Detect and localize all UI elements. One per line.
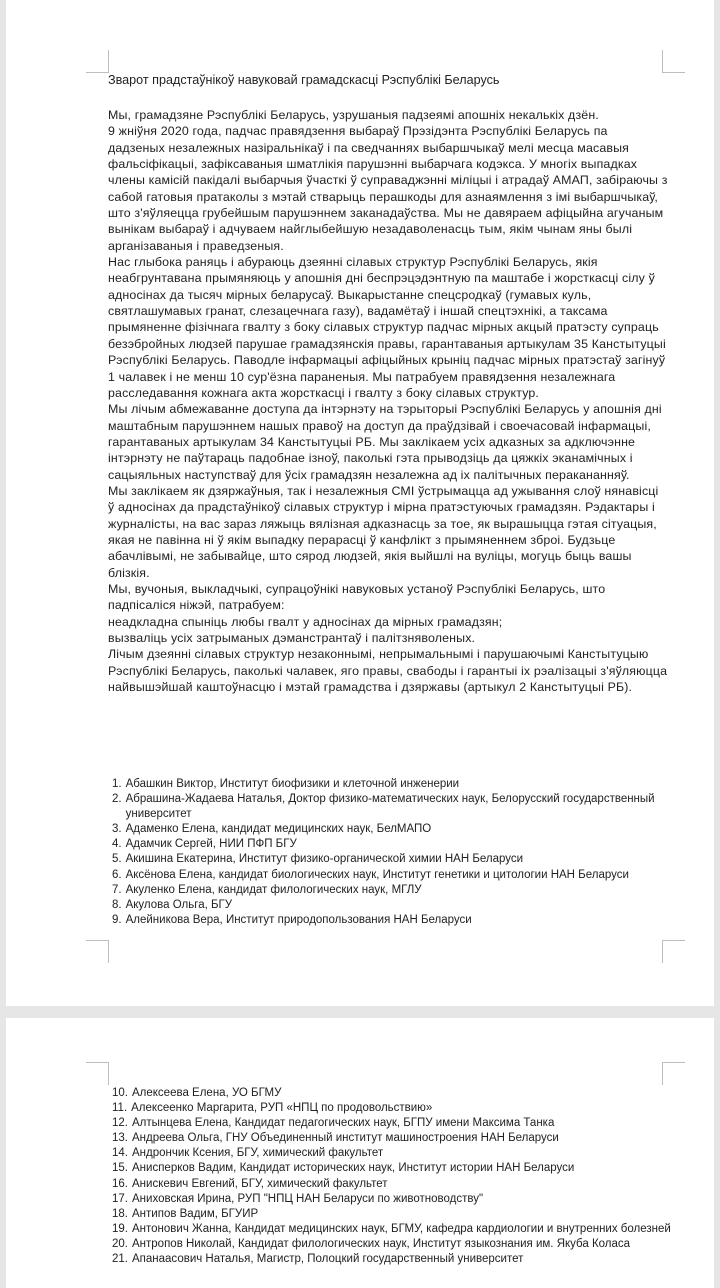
signatory-number: 19.	[112, 1222, 128, 1235]
document-page-2	[6, 1018, 714, 1288]
signatory-text: Абрашина-Жадаева Наталья, Доктор физико-математических наук, Белорусский государственный университет	[125, 793, 655, 821]
signatory-text: Анисперков Вадим, Кандидат исторических наук, Институт истории НАН Беларуси	[132, 1162, 575, 1175]
signatory-item	[112, 1086, 682, 1101]
signatory-item	[112, 1207, 682, 1222]
signatory-text: Алейникова Вера, Институт природопользования НАН Беларуси	[125, 913, 472, 926]
signatory-item	[112, 913, 682, 928]
signatory-text: Акуленко Елена, кандидат филологических наук, МГЛУ	[125, 883, 422, 896]
signatory-item	[112, 1177, 682, 1192]
signatory-text: Антонович Жанна, Кандидат медицинских наук, БГМУ, кафедра кардиологии и внутренних болезней	[132, 1222, 671, 1235]
signatory-number: 20.	[112, 1237, 128, 1250]
signatory-text: Алексеенко Маргарита, РУП «НПЦ по продовольствию»	[131, 1102, 433, 1115]
signatory-list	[112, 777, 682, 928]
margin-corner-top-left	[86, 50, 109, 73]
signatory-text: Антропов Николай, Кандидат филологических наук, Институт языкознания им. Якуба Коласа	[132, 1237, 631, 1250]
signatory-number: 11.	[112, 1102, 128, 1115]
signatory-number: 10.	[112, 1087, 128, 1099]
signatory-item	[112, 1116, 682, 1131]
signatory-item	[112, 822, 682, 837]
signatory-number: 7.	[112, 883, 122, 896]
signatory-text: Антипов Вадим, БГУИР	[132, 1207, 259, 1220]
signatory-text: Апанаасович Наталья, Магистр, Полоцкий государственный университет	[132, 1253, 524, 1266]
margin-corner-top-right	[662, 50, 685, 73]
signatory-text: Андрончик Ксения, БГУ, химический факультет	[132, 1147, 384, 1160]
signatory-item	[112, 898, 682, 913]
signatory-number: 21.	[112, 1253, 128, 1266]
margin-corner-bottom-right	[662, 1062, 685, 1085]
paragraph: Лічым дзеянні сілавых структур незаконнымі, непрымальнымі і парушаючымі Канстытуцыю Рэспублікі Беларусь, паколькі чалавек, яго правы, свабоды і гарантыі іх рэалізацыі з'яўляюцца найвышэйшай каштоўнасцю і мэтай грамадства і дзяржавы (артыкул 2 Канстытуцыі РБ).	[108, 647, 668, 695]
signatory-item	[112, 1252, 682, 1267]
paragraph: Мы, грамадзяне Рэспублікі Беларусь, узрушаныя падзеямі апошніх некалькіх дзён.	[108, 108, 599, 122]
document-title: Зварот прадстаўнікоў навуковай грамадскасці Рэспублікі Беларусь	[108, 73, 500, 87]
signatory-text: Адамчик Сергей, НИИ ПФП БГУ	[125, 838, 297, 851]
signatory-list	[112, 1086, 682, 1267]
signatory-text: Алексеева Елена, УО БГМУ	[132, 1087, 282, 1099]
demand-item: вызваліць усіх затрыманых дэманстрантаў і палітзняволеных.	[108, 631, 476, 645]
paragraph: Мы заклікаем як дзяржаўныя, так і незалежныя СМІ ўстрымацца ад ужывання слоў нянавісці ў адносінах да прадстаўнікоў сілавых структур і мірна пратэстуючых грамадзян. Рэдактары і журналісты, на вас зараз ляжыць вялізная адказнасць за тое, як вырашыцца гэтая сітуацыя, якая не павінна ні ў якім выпадку перарасці ў канфлікт з прымяненнем зброі. Будзьце абачлівымі, не забывайце, што сярод людзей, якія выйшлі на вуліцы, могуць быць вашы блізкія.	[108, 483, 659, 580]
signatory-number: 2.	[112, 793, 122, 806]
signatory-text: Акулова Ольга, БГУ	[125, 898, 233, 911]
signatory-number: 16.	[112, 1177, 128, 1190]
signatory-text: Адаменко Елена, кандидат медицинских наук, БелМАПО	[125, 823, 432, 836]
signatory-item	[112, 1101, 682, 1116]
signatory-text: Аксёнова Елена, кандидат биологических наук, Институт генетики и цитологии НАН Беларуси	[125, 868, 629, 881]
signatory-number: 6.	[112, 868, 122, 881]
margin-corner-bottom-right	[662, 940, 685, 963]
signatory-text: Акишина Екатерина, Институт физико-органической химии НАН Беларуси	[125, 853, 524, 866]
signatory-text: Анискевич Евгений, БГУ, химический факультет	[132, 1177, 388, 1190]
signatory-text: Алтынцева Елена, Кандидат педагогических наук, БГПУ имени Максима Танка	[132, 1117, 555, 1130]
signatory-text: Андреева Ольга, ГНУ Объединенный институт машиностроения НАН Беларуси	[132, 1132, 559, 1145]
signatory-number: 13.	[112, 1132, 128, 1145]
signatory-number: 4.	[112, 838, 122, 851]
signatory-number: 14.	[112, 1147, 128, 1160]
signatory-item	[112, 1161, 682, 1176]
signatory-item	[112, 1192, 682, 1207]
signatory-number: 3.	[112, 823, 122, 836]
margin-corner-bottom-left	[86, 940, 109, 963]
signatory-number: 15.	[112, 1162, 128, 1175]
signatory-number: 17.	[112, 1192, 128, 1205]
paragraph: Мы лічым абмежаванне доступа да інтэрнэту на тэрыторыі Рэспублікі Беларусь у апошнія дні маштабным парушэннем нашых правоў на доступ да праўдзівай і своечасовай інфармацыі, гарантаваных артыкулам 34 Канстытуцыі РБ. Мы заклікаем усіх адказных за адключэнне інтэрнэту не паўтараць падобнае ізноў, паколькі гэта прыводзіць да цяжкіх эканамічных і сацыяльных наступстваў для ўсіх грамадзян незалежна ад іх палітычных перакананняў.	[108, 402, 662, 482]
signatory-text: Абашкин Виктор, Институт биофизики и клеточной инженерии	[125, 778, 460, 790]
letter-body	[108, 107, 668, 695]
paragraph: Нас глыбока раняць і абураюць дзеянні сілавых структур Рэспублікі Беларусь, якія неабгрунтавана прымяняюць у апошнія дні беспрэцэдэнтную па маштабе і жорсткасці сілу ў адносінах да тысяч мірных беларусаў. Выкарыстанне спецсродкаў (гумавых куль, святлашумавых гранат, слезацечнага газу), вадамётаў і іншай спецтэхнікі, а таксама прымяненне фізічнага гвалту з боку сілавых структур падчас мірных акцый пратэсту супраць безэбройных людзей парушае грамадзянскія правы, гарантаваныя артыкулам 35 Канстытуцыі Рэспублікі Беларусь. Паводле інфармацыі афіцыйных крыніц падчас мірных пратэстаў загінуў 1 чалавек і не менш 10 сур'ёзна параненыя. Мы патрабуем правядзення незалежнага расследавання кожнага акта жорсткасці і гвалту з боку сілавых структур.	[108, 255, 666, 400]
signatory-item	[112, 1222, 682, 1237]
signatory-number: 1.	[112, 778, 122, 790]
demand-item: неадкладна спыніць любы гвалт у адносінах да мірных грамадзян;	[108, 614, 503, 629]
signatory-item	[112, 1237, 682, 1252]
signatory-item	[112, 1131, 682, 1146]
paragraph: 9 жніўня 2020 года, падчас правядзення выбараў Прэзідэнта Рэспублікі Беларусь па дадзеных незалежных назіральнікаў і па сведчаннях выбаршчыкаў мелі месца масавыя фальсіфікацыі, зафіксаваныя шматлікія парушэнні выбарчага кодэкса. У многіх выпадках члены камісій пакідалі выбарчыя ўчасткі ў суправаджэнні міліцыі і атрадаў АМАП, забіраючы з сабой гатовыя пратаколы з мэтай стварыць перашкоды для азнаямлення з імі выбаршчыкаў, што з'яўляецца грубейшым парушэннем заканадаўства. Мы не давяраем афіцыйна агучаным вынікам выбараў і адчуваем найглыбейшую незадаволенасць тым, якім чынам яны былі арганізаваныя і праведзеныя.	[108, 124, 668, 253]
document-page-1	[6, 0, 714, 1006]
signatory-item	[112, 777, 682, 792]
signatory-item	[112, 1146, 682, 1161]
signatory-item	[112, 792, 682, 822]
signatory-number: 18.	[112, 1207, 128, 1220]
signatory-number: 9.	[112, 913, 122, 926]
signatory-item	[112, 883, 682, 898]
signatory-item	[112, 852, 682, 867]
signatory-text: Аниховская Ирина, РУП "НПЦ НАН Беларуси по животноводству"	[132, 1192, 484, 1205]
signatory-item	[112, 868, 682, 883]
paragraph: Мы, вучоныя, выкладчыкі, супрацоўнікі навуковых устаноў Рэспублікі Беларусь, што падпісаліся ніжэй, патрабуем:	[108, 581, 606, 613]
signatory-number: 12.	[112, 1117, 128, 1130]
signatory-number: 8.	[112, 898, 122, 911]
signatory-number: 5.	[112, 853, 122, 866]
signatory-item	[112, 837, 682, 852]
margin-corner-bottom-left	[86, 1062, 109, 1085]
